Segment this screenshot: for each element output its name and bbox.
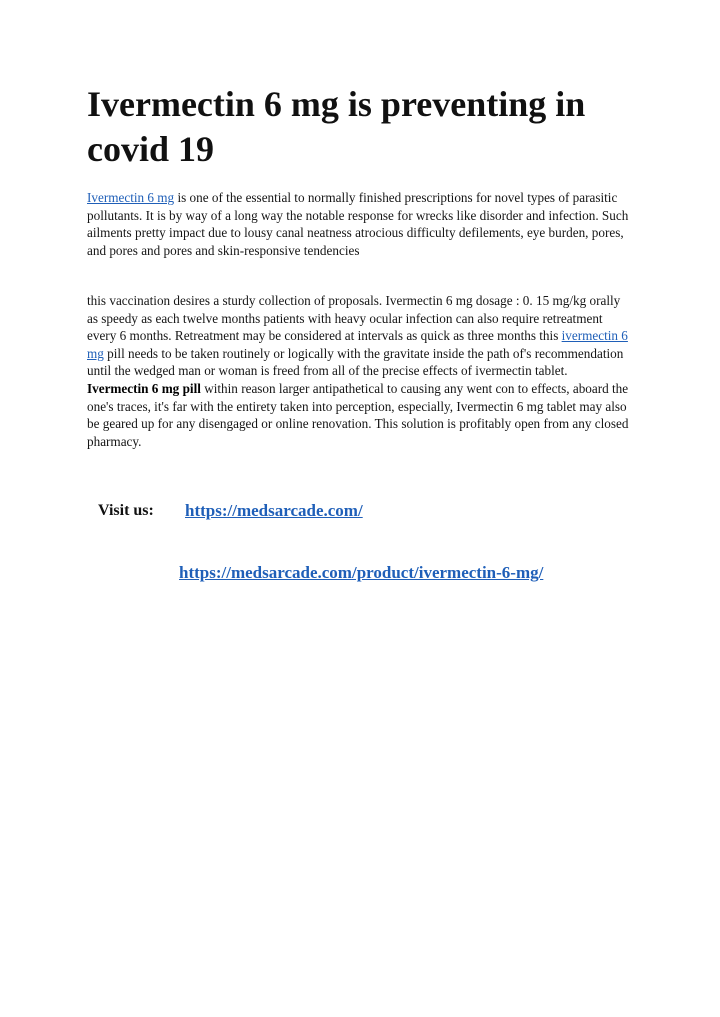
- paragraph-dosage-text-2: pill needs to be taken routinely or logically with the gravitate inside the path of's recommendation until the wedged man or woman is freed from all of the precise effects of ivermectin tablet.: [87, 345, 624, 379]
- paragraph-intro-text: is one of the essential to normally finished prescriptions for novel types of parasitic pollutants. It is by way of a long way the notable response for wrecks like disorder and infection. Such ailments pretty impact due to lousy canal neatness atrocious difficulty defilements, eye burden, pores, and pores and pores and skin-responsive tendencies: [87, 190, 629, 258]
- homepage-link[interactable]: https://medsarcade.com/: [185, 501, 363, 520]
- ivermectin-link-2[interactable]: ivermectin 6 mg: [87, 328, 628, 361]
- paragraph-dosage-bold: Ivermectin 6 mg pill: [87, 380, 201, 396]
- paragraph-dosage-text-3: within reason larger antipathetical to causing any went con to effects, aboard the one's traces, it's far with the entirety taken into perception, especially, Ivermectin 6 mg tablet may also be geared up for any disengaged or online renovation. This solution is profitably open from any closed pharmacy.: [87, 380, 629, 449]
- paragraph-dosage-text-1: this vaccination desires a sturdy collection of proposals. Ivermectin 6 mg dosage : 0. 15 mg/kg orally as speedy as each twelve months patients with heavy ocular infection can also require retreatment every 6 months. Retreatment may be considered at intervals as quick as three months this: [87, 293, 621, 344]
- product-page-link[interactable]: https://medsarcade.com/product/ivermectin-6-mg/: [179, 563, 544, 582]
- paragraph-intro: [87, 189, 632, 259]
- paragraph-dosage: [87, 292, 632, 450]
- page-title: Ivermectin 6 mg is preventing in covid 19: [87, 84, 586, 169]
- visit-us-label: Visit us:: [98, 502, 154, 519]
- ivermectin-link-1[interactable]: Ivermectin 6 mg: [87, 190, 175, 205]
